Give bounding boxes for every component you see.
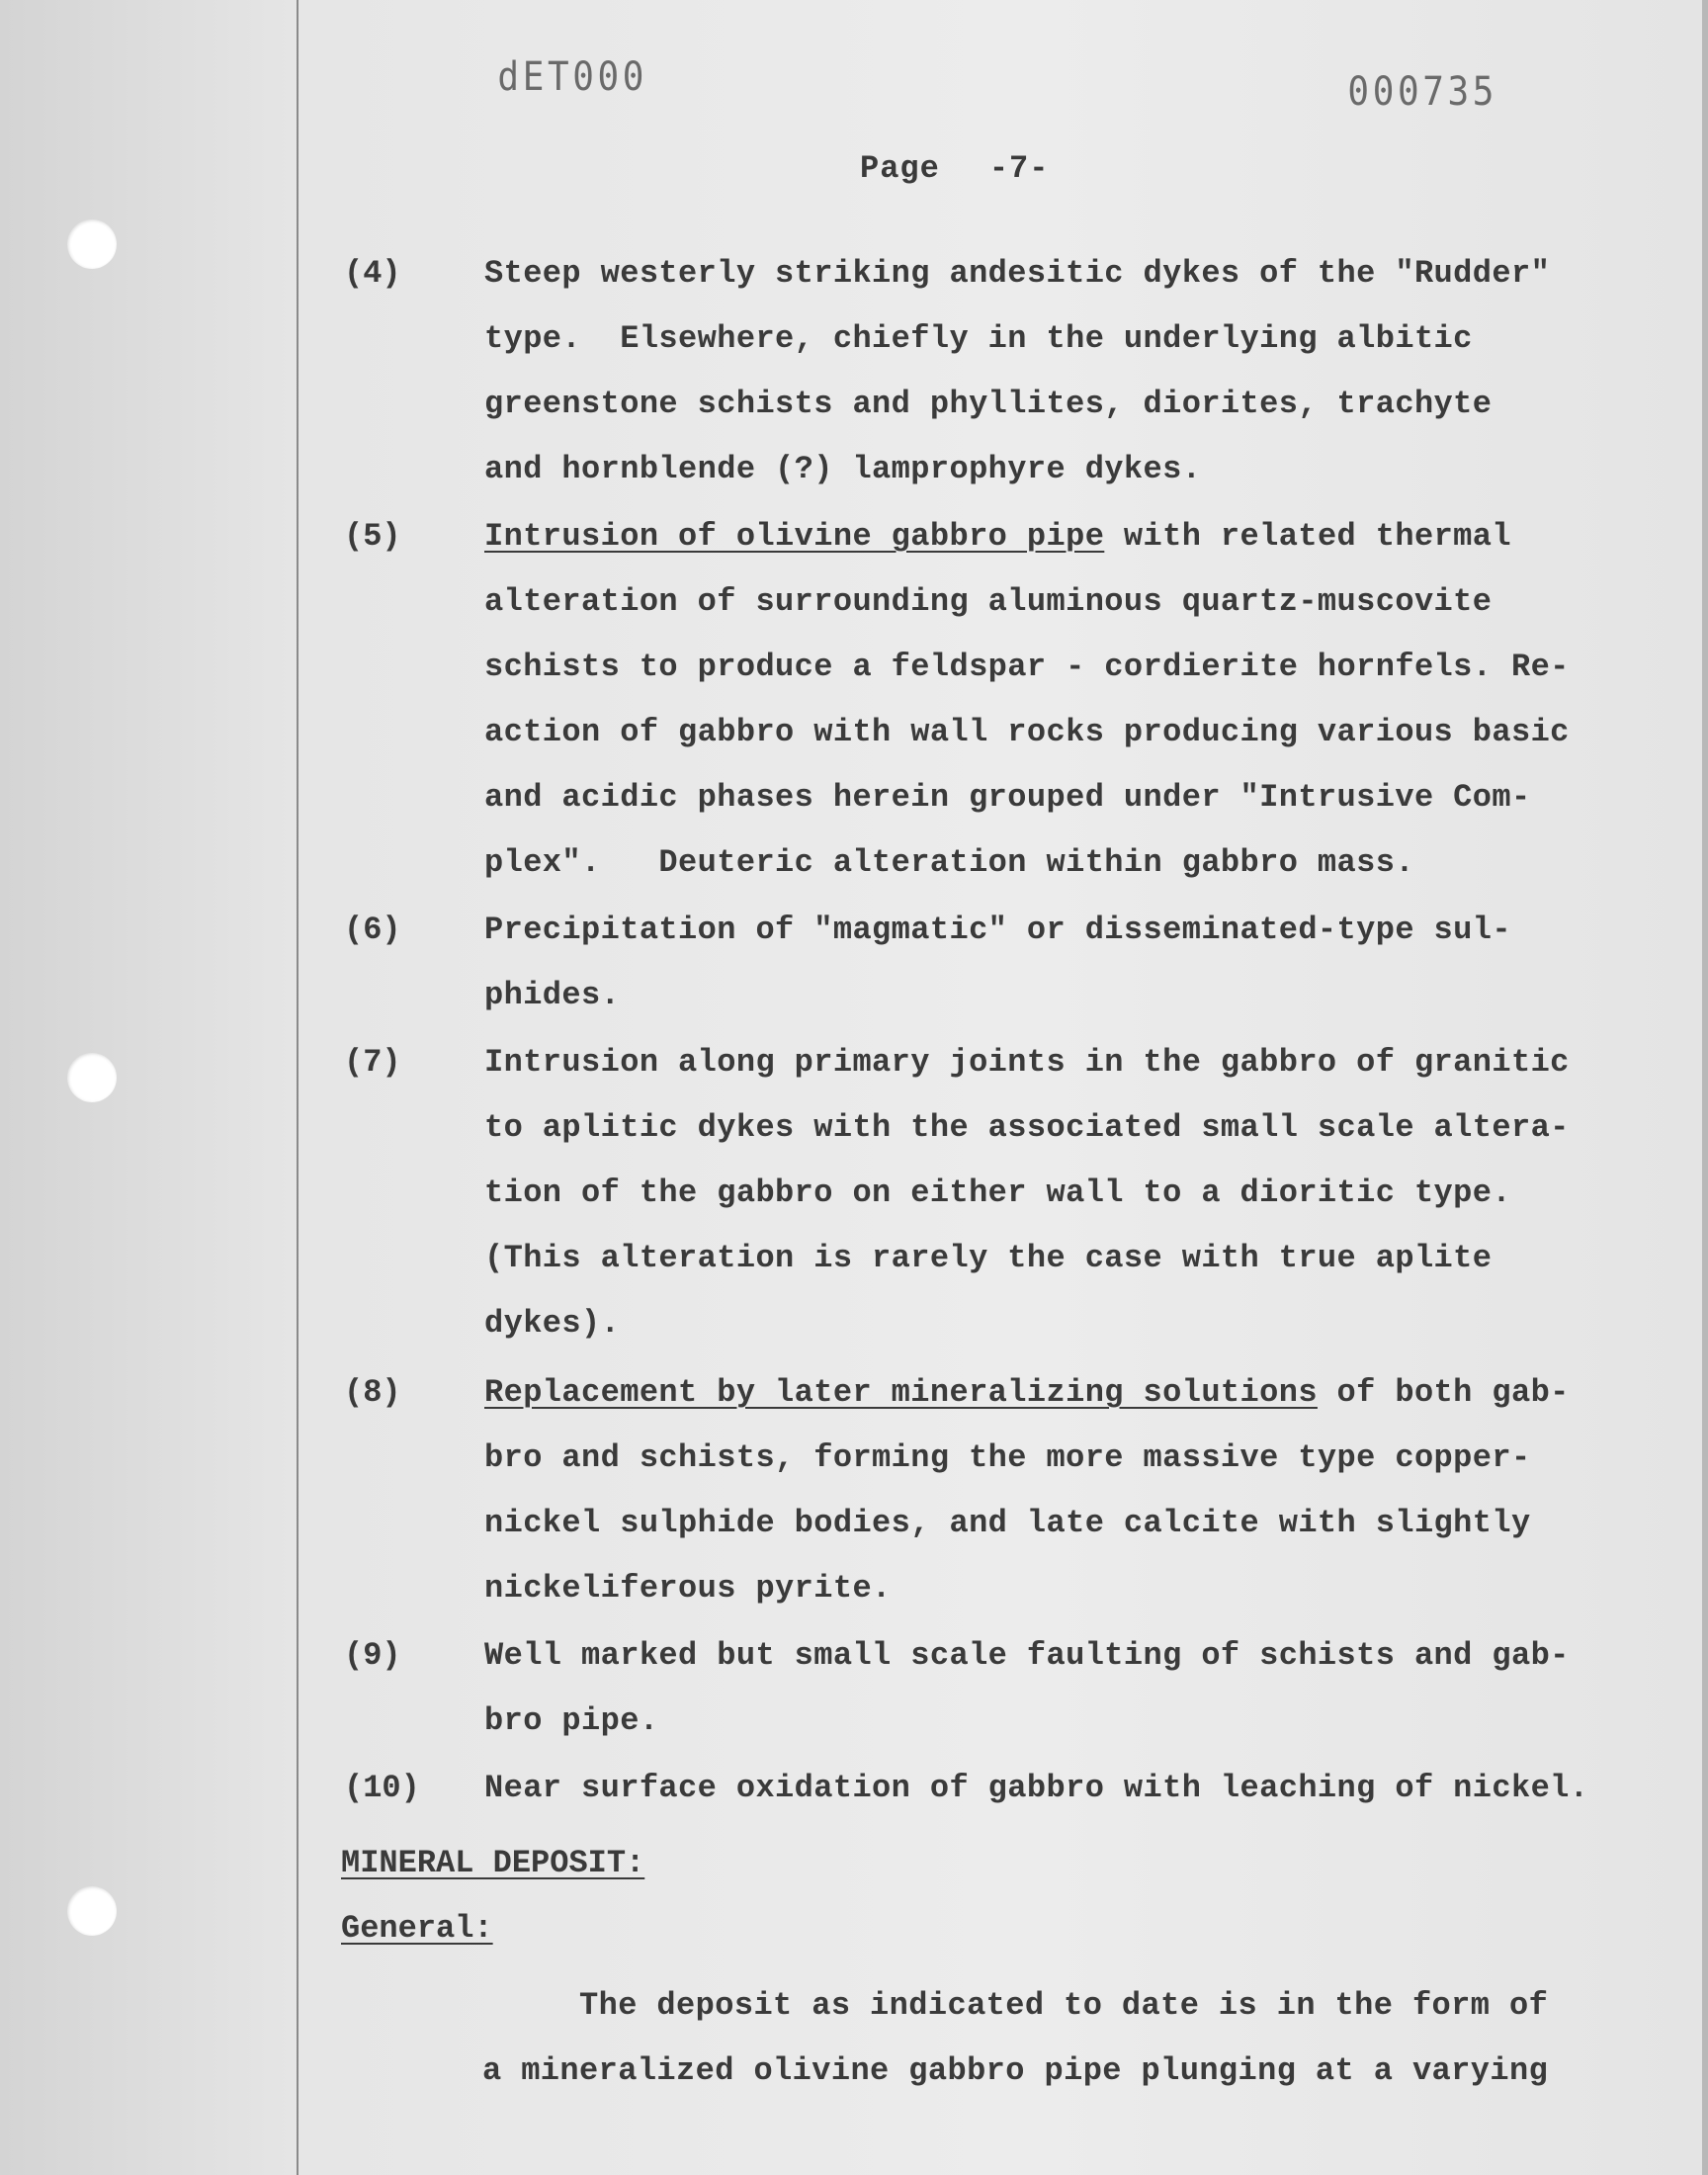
- item-line: type. Elsewhere, chiefly in the underlying albitic: [484, 320, 1473, 357]
- item-line: bro and schists, forming the more massive type copper-: [484, 1439, 1531, 1476]
- margin-rule: [297, 0, 299, 2175]
- item-number: (4): [344, 255, 401, 292]
- item-number: (9): [344, 1637, 401, 1674]
- item-line: [484, 1360, 1621, 1426]
- item-text: [484, 1360, 1621, 1621]
- item-line: nickeliferous pyrite.: [484, 1570, 892, 1607]
- item-line: and acidic phases herein grouped under "Intrusive Com-: [484, 779, 1531, 816]
- item-line: Well marked but small scale faulting of schists and gab-: [484, 1637, 1570, 1674]
- page-number: -7-: [988, 150, 1050, 187]
- stamp-number-left: dET000: [497, 54, 648, 100]
- underlined-phrase: Intrusion of olivine gabbro pipe: [484, 518, 1105, 555]
- item-number: (8): [344, 1374, 401, 1411]
- item-line: (This alteration is rarely the case with true aplite: [484, 1240, 1493, 1276]
- item-line: Steep westerly striking andesitic dykes of the "Rudder": [484, 255, 1551, 292]
- item-text: [484, 1756, 1621, 1821]
- page-header: [860, 150, 1098, 187]
- item-number: (10): [344, 1770, 420, 1806]
- item-text: [484, 241, 1621, 502]
- line-remainder: of both gab-: [1317, 1374, 1570, 1411]
- item-line: plex". Deuteric alteration within gabbro mass.: [484, 844, 1414, 881]
- item-number: (7): [344, 1044, 401, 1081]
- punch-hole-icon: [67, 1886, 117, 1936]
- item-line: Intrusion along primary joints in the gabbro of granitic: [484, 1044, 1570, 1081]
- line-remainder: with related thermal: [1104, 518, 1511, 555]
- punch-hole-icon: [67, 219, 117, 269]
- item-text: [484, 504, 1621, 896]
- punch-hole-icon: [67, 1053, 117, 1102]
- item-line: Precipitation of "magmatic" or disseminated-type sul-: [484, 912, 1511, 948]
- page-label: Page: [860, 150, 940, 187]
- item-line: dykes).: [484, 1305, 621, 1342]
- item-number: (5): [344, 518, 401, 555]
- item-line: tion of the gabbro on either wall to a dioritic type.: [484, 1174, 1511, 1211]
- item-line: schists to produce a feldspar - cordierite hornfels. Re-: [484, 649, 1570, 685]
- item-line: action of gabbro with wall rocks producing various basic: [484, 714, 1570, 750]
- item-text: [484, 898, 1621, 1028]
- item-text: [484, 1030, 1621, 1356]
- item-line: greenstone schists and phyllites, diorites, trachyte: [484, 386, 1493, 422]
- item-text: [484, 1623, 1621, 1754]
- item-line: phides.: [484, 977, 621, 1013]
- underlined-phrase: Replacement by later mineralizing solutions: [484, 1374, 1318, 1411]
- body-line: a mineralized olivine gabbro pipe plunging at a varying: [482, 2052, 1549, 2089]
- page-edge: [1702, 0, 1708, 2175]
- item-number: (6): [344, 912, 401, 948]
- item-line: alteration of surrounding aluminous quartz-muscovite: [484, 583, 1493, 620]
- body-line: The deposit as indicated to date is in the form of: [482, 1987, 1549, 2024]
- item-line: to aplitic dykes with the associated small scale altera-: [484, 1109, 1570, 1146]
- stamp-number-right: 000735: [1347, 69, 1498, 115]
- item-line: nickel sulphide bodies, and late calcite with slightly: [484, 1505, 1531, 1541]
- subsection-heading: General:: [341, 1910, 493, 1947]
- item-line: Near surface oxidation of gabbro with leaching of nickel.: [484, 1770, 1589, 1806]
- item-line: bro pipe.: [484, 1702, 659, 1739]
- section-body: [482, 1973, 1619, 2104]
- item-line: [484, 504, 1621, 569]
- item-line: and hornblende (?) lamprophyre dykes.: [484, 451, 1202, 487]
- section-heading: MINERAL DEPOSIT:: [341, 1845, 645, 1881]
